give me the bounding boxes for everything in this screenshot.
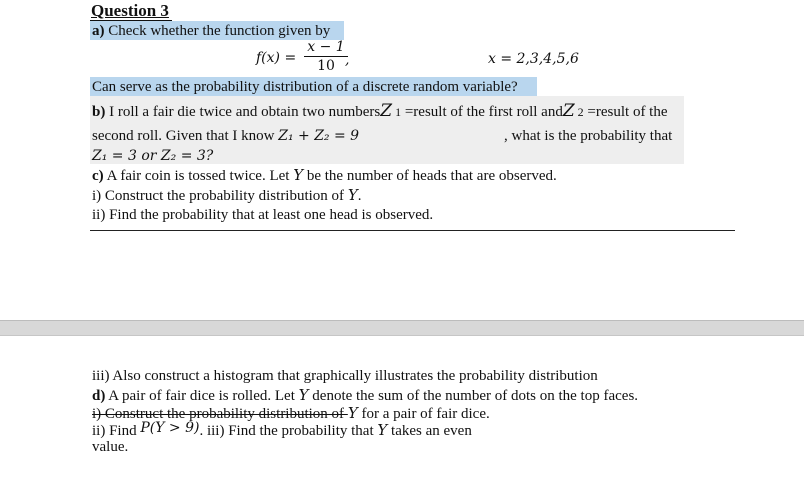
part-c-label: c) xyxy=(92,168,104,184)
y-variable: Y xyxy=(347,186,358,204)
part-c-item-2[interactable]: ii) Find the probability that at least one head is observed. xyxy=(92,207,434,223)
part-b-label: b) xyxy=(92,104,106,120)
part-c-intro[interactable] xyxy=(92,166,557,185)
part-b-line-1[interactable] xyxy=(92,102,668,121)
y-variable: Y xyxy=(293,166,304,184)
part-c-item-1[interactable] xyxy=(92,186,361,205)
item-text-2: . iii) Find the probability that xyxy=(199,423,378,439)
function-lhs: f(x) = xyxy=(256,50,297,66)
question-mark: ? xyxy=(511,79,518,95)
section-divider xyxy=(90,230,735,231)
function-domain: x = 2,3,4,5,6 xyxy=(488,51,579,67)
part-d-intro[interactable] xyxy=(92,386,638,405)
item-period: . xyxy=(357,188,362,204)
part-b-line-2[interactable] xyxy=(92,127,359,145)
part-d-item-2[interactable] xyxy=(92,421,472,440)
part-a-label: a) xyxy=(92,23,105,39)
probability-expression: P(Y > 9) xyxy=(140,420,200,436)
part-c-text: A fair coin is tossed twice. Let xyxy=(103,168,294,184)
question-title: Question 3 xyxy=(91,1,169,20)
given-condition: Z₁ + Z₂ = 9 xyxy=(278,128,360,144)
fraction-bar xyxy=(304,56,348,57)
part-b-text-2: second roll. Given that I know xyxy=(92,128,279,144)
item-text: i) Construct the probability distribution of xyxy=(92,188,348,204)
fraction-denominator: 10 xyxy=(317,58,335,74)
part-a-text: Check whether the function given by xyxy=(104,23,331,39)
part-b-line-2-right[interactable]: , what is the probability that xyxy=(504,128,673,144)
y-variable: Y xyxy=(377,421,388,439)
part-d-text-2: denote the sum of the number of dots on the top faces. xyxy=(308,388,639,404)
part-c-text-2: be the number of heads that are observed. xyxy=(303,168,557,184)
y-variable: Y xyxy=(347,404,358,422)
part-d-item-2-end[interactable]: value. xyxy=(92,439,129,455)
part-b-line-3[interactable]: Z₁ = 3 or Z₂ = 3? xyxy=(92,148,214,164)
fraction-numerator: x − 1 xyxy=(307,39,345,55)
z2-symbol: Z xyxy=(562,101,575,121)
part-d-label: d) xyxy=(92,388,106,404)
z1-subscript: 1 xyxy=(392,105,402,119)
part-d-text: A pair of fair dice is rolled. Let xyxy=(105,388,299,404)
z1-definition: =result of the first roll and xyxy=(401,104,563,120)
item-text-3: takes an even xyxy=(387,423,472,439)
item-text-end: for a pair of fair dice. xyxy=(357,406,490,422)
y-variable: Y xyxy=(298,386,309,404)
part-a-question[interactable] xyxy=(92,78,518,96)
z2-definition: =result of the xyxy=(583,104,668,120)
part-b-text: I roll a fair die twice and obtain two numbers xyxy=(105,104,381,120)
function-fraction xyxy=(304,40,348,74)
part-a-intro[interactable] xyxy=(92,22,330,40)
part-c-item-3[interactable]: iii) Also construct a histogram that graphically illustrates the probability distribution xyxy=(92,368,598,384)
item-text: ii) Find xyxy=(92,423,141,439)
z2-subscript: 2 xyxy=(574,105,584,119)
z1-symbol: Z xyxy=(380,101,393,121)
function-comma: , xyxy=(345,52,350,68)
page-break xyxy=(0,320,804,336)
item-text: i) Construct the probability distribution of xyxy=(92,406,348,422)
part-a-question-text: Can serve as the probability distribution of a discrete random variable xyxy=(92,79,512,95)
